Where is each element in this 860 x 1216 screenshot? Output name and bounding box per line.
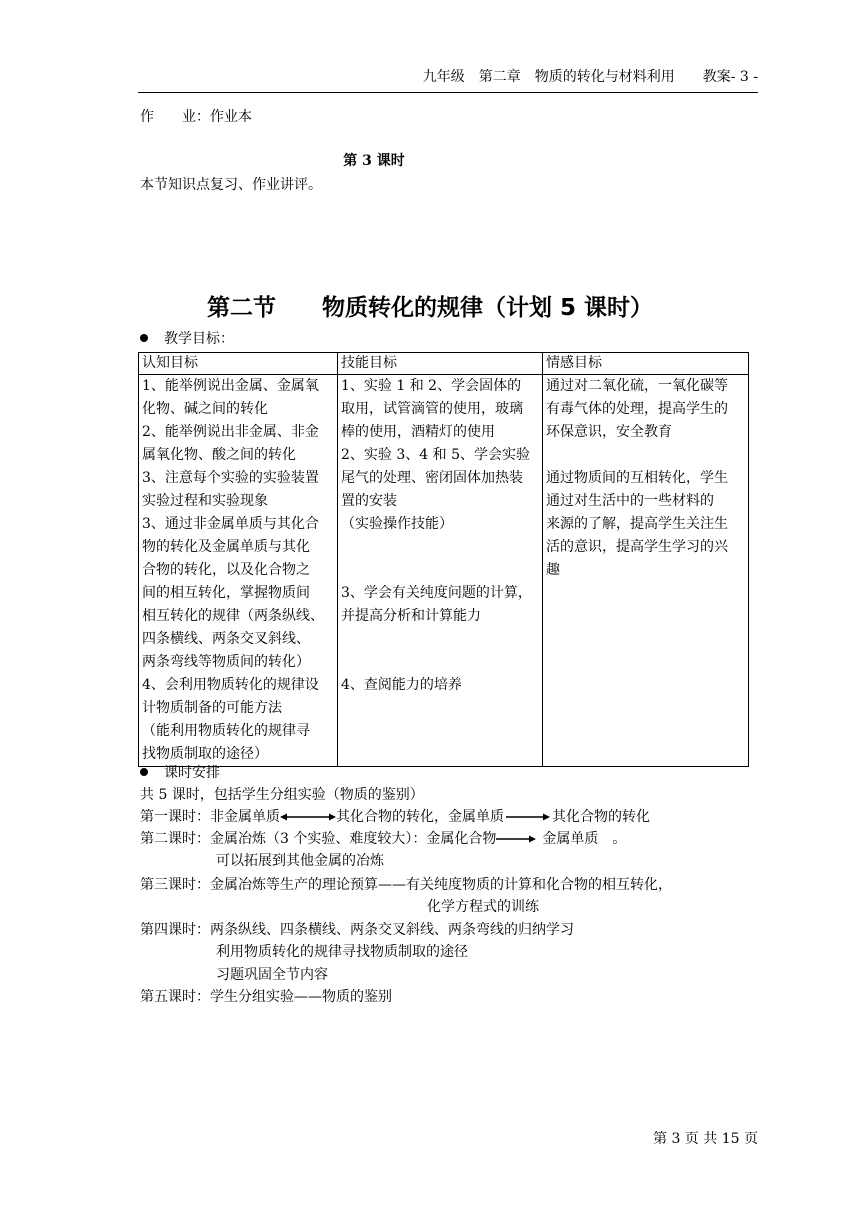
lesson3-content: 本节知识点复习、作业讲评。: [140, 177, 322, 193]
lesson4-line3: 习题巩固全节内容: [216, 967, 328, 983]
schedule-bullet: [140, 762, 220, 784]
schedule-lesson4: 第四课时：两条纵线、四条横线、两条交叉斜线、两条弯线的归纳学习: [140, 922, 574, 938]
schedule-total: 共 5 课时，包括学生分组实验（物质的鉴别）: [140, 787, 424, 803]
homework-label: 作 业：: [140, 109, 210, 125]
cell-line: 取用，试管滴管的使用，玻璃: [341, 401, 523, 417]
schedule-bullet-label: 课时安排: [164, 765, 220, 781]
lesson2-part-b: 金属单质 。: [542, 831, 627, 847]
cell-line: 物的转化及金属单质与其化: [142, 539, 310, 555]
schedule-lesson3: 第三课时：金属冶炼等生产的理论预算——有关纯度物质的计算和化合物的相互转化，: [140, 877, 672, 893]
page-footer: 第 3 页 共 15 页: [653, 1131, 758, 1147]
cognitive-cell: [139, 375, 338, 767]
lesson1-part-c: 其化合物的转化: [552, 809, 650, 825]
cell-line: 3、注意每个实验的实验装置: [142, 470, 319, 486]
goals-bullet: [140, 328, 234, 350]
lesson1-part-b: 其化合物的转化，金属单质: [336, 809, 504, 825]
cell-line: 置的安装: [341, 493, 397, 509]
page-header: 九年级 第二章 物质的转化与材料利用 教案- 3 -: [422, 69, 758, 85]
cell-line: 找物质制取的途径）: [142, 746, 268, 762]
cell-line: 棒的使用，酒精灯的使用: [341, 424, 495, 440]
affective-cell: [543, 375, 749, 767]
cell-line: [341, 536, 539, 559]
right-arrow-icon: [496, 834, 536, 844]
cell-line: 合物的转化，以及化合物之: [142, 562, 310, 578]
cell-line: 通过对二氧化硫，一氧化碳等: [546, 378, 728, 394]
cell-line: 有毒气体的处理，提高学生的: [546, 401, 728, 417]
cell-line: 3、通过非金属单质与其化合: [142, 516, 319, 532]
cell-line: 化物、碱之间的转化: [142, 401, 268, 417]
cell-line: （实验操作技能）: [341, 516, 453, 532]
right-arrow-icon: [506, 812, 550, 822]
lesson2-note: 可以拓展到其他金属的冶炼: [216, 853, 384, 869]
cell-line: [341, 628, 539, 651]
lesson3-title: 第 3 课时: [343, 153, 405, 169]
header-affective: 情感目标: [543, 353, 749, 375]
cell-line: 尾气的处理、密闭固体加热装: [341, 470, 523, 486]
schedule-lesson1: [140, 806, 650, 828]
cell-line: 2、实验 3、4 和 5、学会实验: [341, 447, 530, 463]
cell-line: 4、查阅能力的培养: [341, 677, 462, 693]
cell-line: 并提高分析和计算能力: [341, 608, 481, 624]
cell-line: [341, 651, 539, 674]
schedule-lesson2: [140, 828, 626, 850]
goals-bullet-label: 教学目标：: [164, 331, 234, 347]
cell-line: 四条横线、两条交叉斜线、: [142, 631, 310, 647]
lesson3-continuation: 化学方程式的训练: [427, 899, 539, 915]
lesson2-part-a: 第二课时：金属冶炼（3 个实验、难度较大）：金属化合物: [140, 831, 497, 847]
cell-line: 间的相互转化，掌握物质间: [142, 585, 310, 601]
cell-line: 2、能举例说出非金属、非金: [142, 424, 319, 440]
schedule-lesson5: 第五课时：学生分组实验——物质的鉴别: [140, 989, 392, 1005]
double-arrow-icon: [280, 812, 336, 822]
section-title: 第二节 物质转化的规律（计划 5 课时）: [206, 295, 654, 321]
cell-line: 环保意识，安全教育: [546, 424, 672, 440]
cell-line: 两条弯线等物质间的转化）: [142, 654, 310, 670]
cell-line: 3、学会有关纯度问题的计算，: [341, 585, 532, 601]
cell-line: 来源的了解，提高学生关注生: [546, 516, 728, 532]
cell-line: 计物质制备的可能方法: [142, 700, 282, 716]
bullet-icon: [140, 768, 148, 776]
bullet-icon: [140, 334, 148, 342]
header-skill: 技能目标: [338, 353, 543, 375]
lesson1-part-a: 第一课时：非金属单质: [140, 809, 280, 825]
cell-line: 4、会利用物质转化的规律设: [142, 677, 319, 693]
cell-line: 属氧化物、酸之间的转化: [142, 447, 296, 463]
cell-line: 1、能举例说出金属、金属氧: [142, 378, 319, 394]
table-row: [139, 375, 749, 767]
table-header-row: [139, 353, 749, 375]
homework-value: 作业本: [210, 109, 252, 125]
header-divider: [138, 92, 758, 93]
cell-line: [546, 444, 745, 467]
lesson4-line2: 利用物质转化的规律寻找物质制取的途径: [216, 944, 468, 960]
homework-line: [140, 106, 252, 128]
goals-table: [138, 352, 749, 767]
cell-line: 活的意识，提高学生学习的兴: [546, 539, 728, 555]
cell-line: 通过物质间的互相转化，学生: [546, 470, 728, 486]
cell-line: 实验过程和实验现象: [142, 493, 268, 509]
cell-line: 1、实验 1 和 2、学会固体的: [341, 378, 522, 394]
cell-line: 通过对生活中的一些材料的: [546, 493, 714, 509]
cell-line: （能利用物质转化的规律寻: [142, 723, 310, 739]
header-cognitive: 认知目标: [139, 353, 338, 375]
cell-line: [341, 559, 539, 582]
skill-cell: [338, 375, 543, 767]
cell-line: 趣: [546, 562, 560, 578]
cell-line: 相互转化的规律（两条纵线、: [142, 608, 324, 624]
